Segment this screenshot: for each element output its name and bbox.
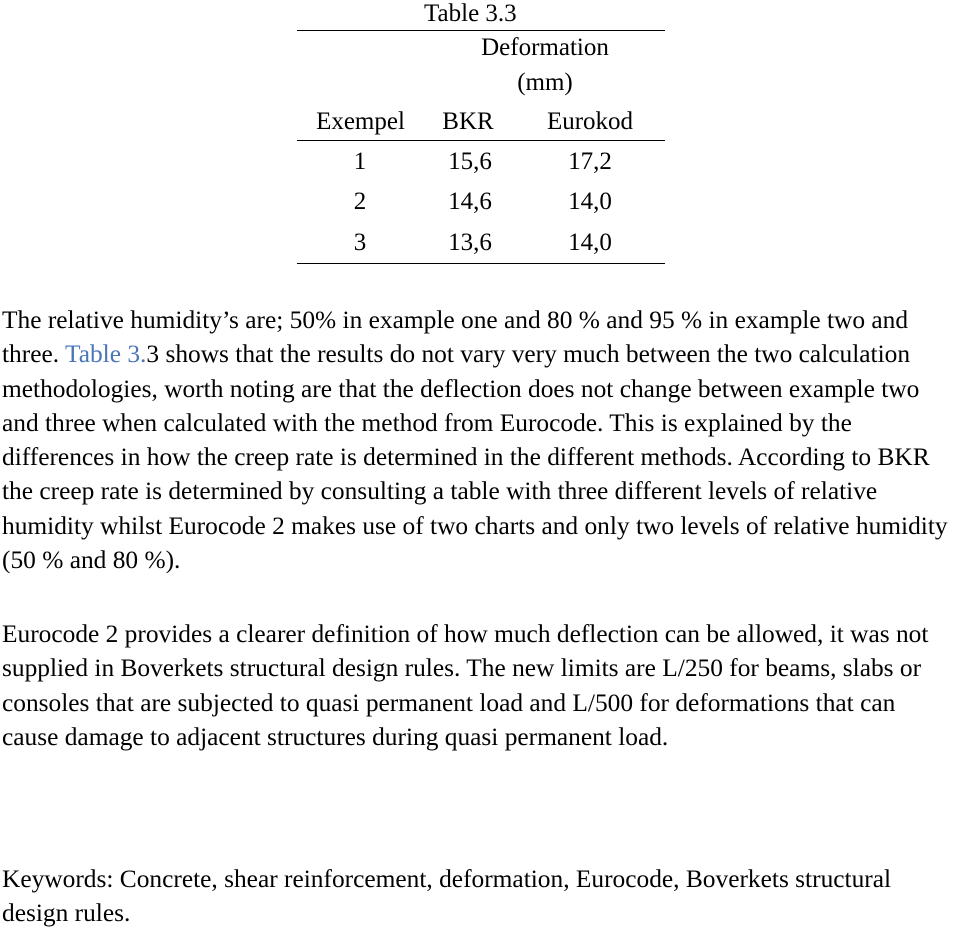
- table-top-rule: [297, 30, 665, 31]
- table-cell: 14,0: [568, 229, 612, 256]
- table-cell: 3: [353, 229, 367, 256]
- table-cell: 17,2: [568, 148, 612, 175]
- table-bottom-rule: [297, 263, 665, 264]
- table-group-header-line2: (mm): [517, 69, 573, 96]
- table-column-header-bkr: BKR: [442, 108, 494, 135]
- para1-text-a: The relative humidity’s are; 50% in example one and 80 % and 95 % in example two and three.: [2, 306, 909, 369]
- table-header-rule: [297, 140, 665, 141]
- body-paragraph-2: Eurocode 2 provides a clearer definition of how much deflection can be allowed, it was not supplied in Boverkets structural design rules. The new limits are L/250 for beams, slabs or consoles that are subjected to quasi permanent load and L/500 for deformations that can cause damage to adjacent structures during quasi permanent load.: [2, 620, 929, 751]
- table-cell: 1: [353, 148, 367, 175]
- table-cell: 15,6: [448, 148, 492, 175]
- table-column-header-exempel: Exempel: [316, 108, 405, 135]
- body-paragraph-1: [2, 303, 958, 577]
- table-cell: 14,6: [448, 188, 492, 215]
- table-cell: 2: [353, 188, 367, 215]
- table-column-header-eurokod: Eurokod: [546, 108, 634, 135]
- para1-accent-text: Table 3.: [59, 340, 147, 369]
- para1-text-b: 3 shows that the results do not vary very much between the two calculation methodologies, worth noting are that the deflection does not change between example two and three when calculated with the method from Eurocode. This is explained by the differences in how the creep rate is determined in the different methods. According to BKR the creep rate is determined by consulting a table with three different levels of relative humidity whilst Eurocode 2 makes use of two charts and only two levels of relative humidity (50 % and 80 %).: [2, 340, 948, 575]
- table-cell: 13,6: [448, 229, 492, 256]
- table-caption: Table 3.3: [424, 0, 517, 27]
- table-cell: 14,0: [568, 188, 612, 215]
- table-group-header-line1: Deformation: [481, 34, 609, 61]
- keywords-line: Keywords: Concrete, shear reinforcement, deformation, Eurocode, Boverkets structural design rules.: [2, 865, 892, 928]
